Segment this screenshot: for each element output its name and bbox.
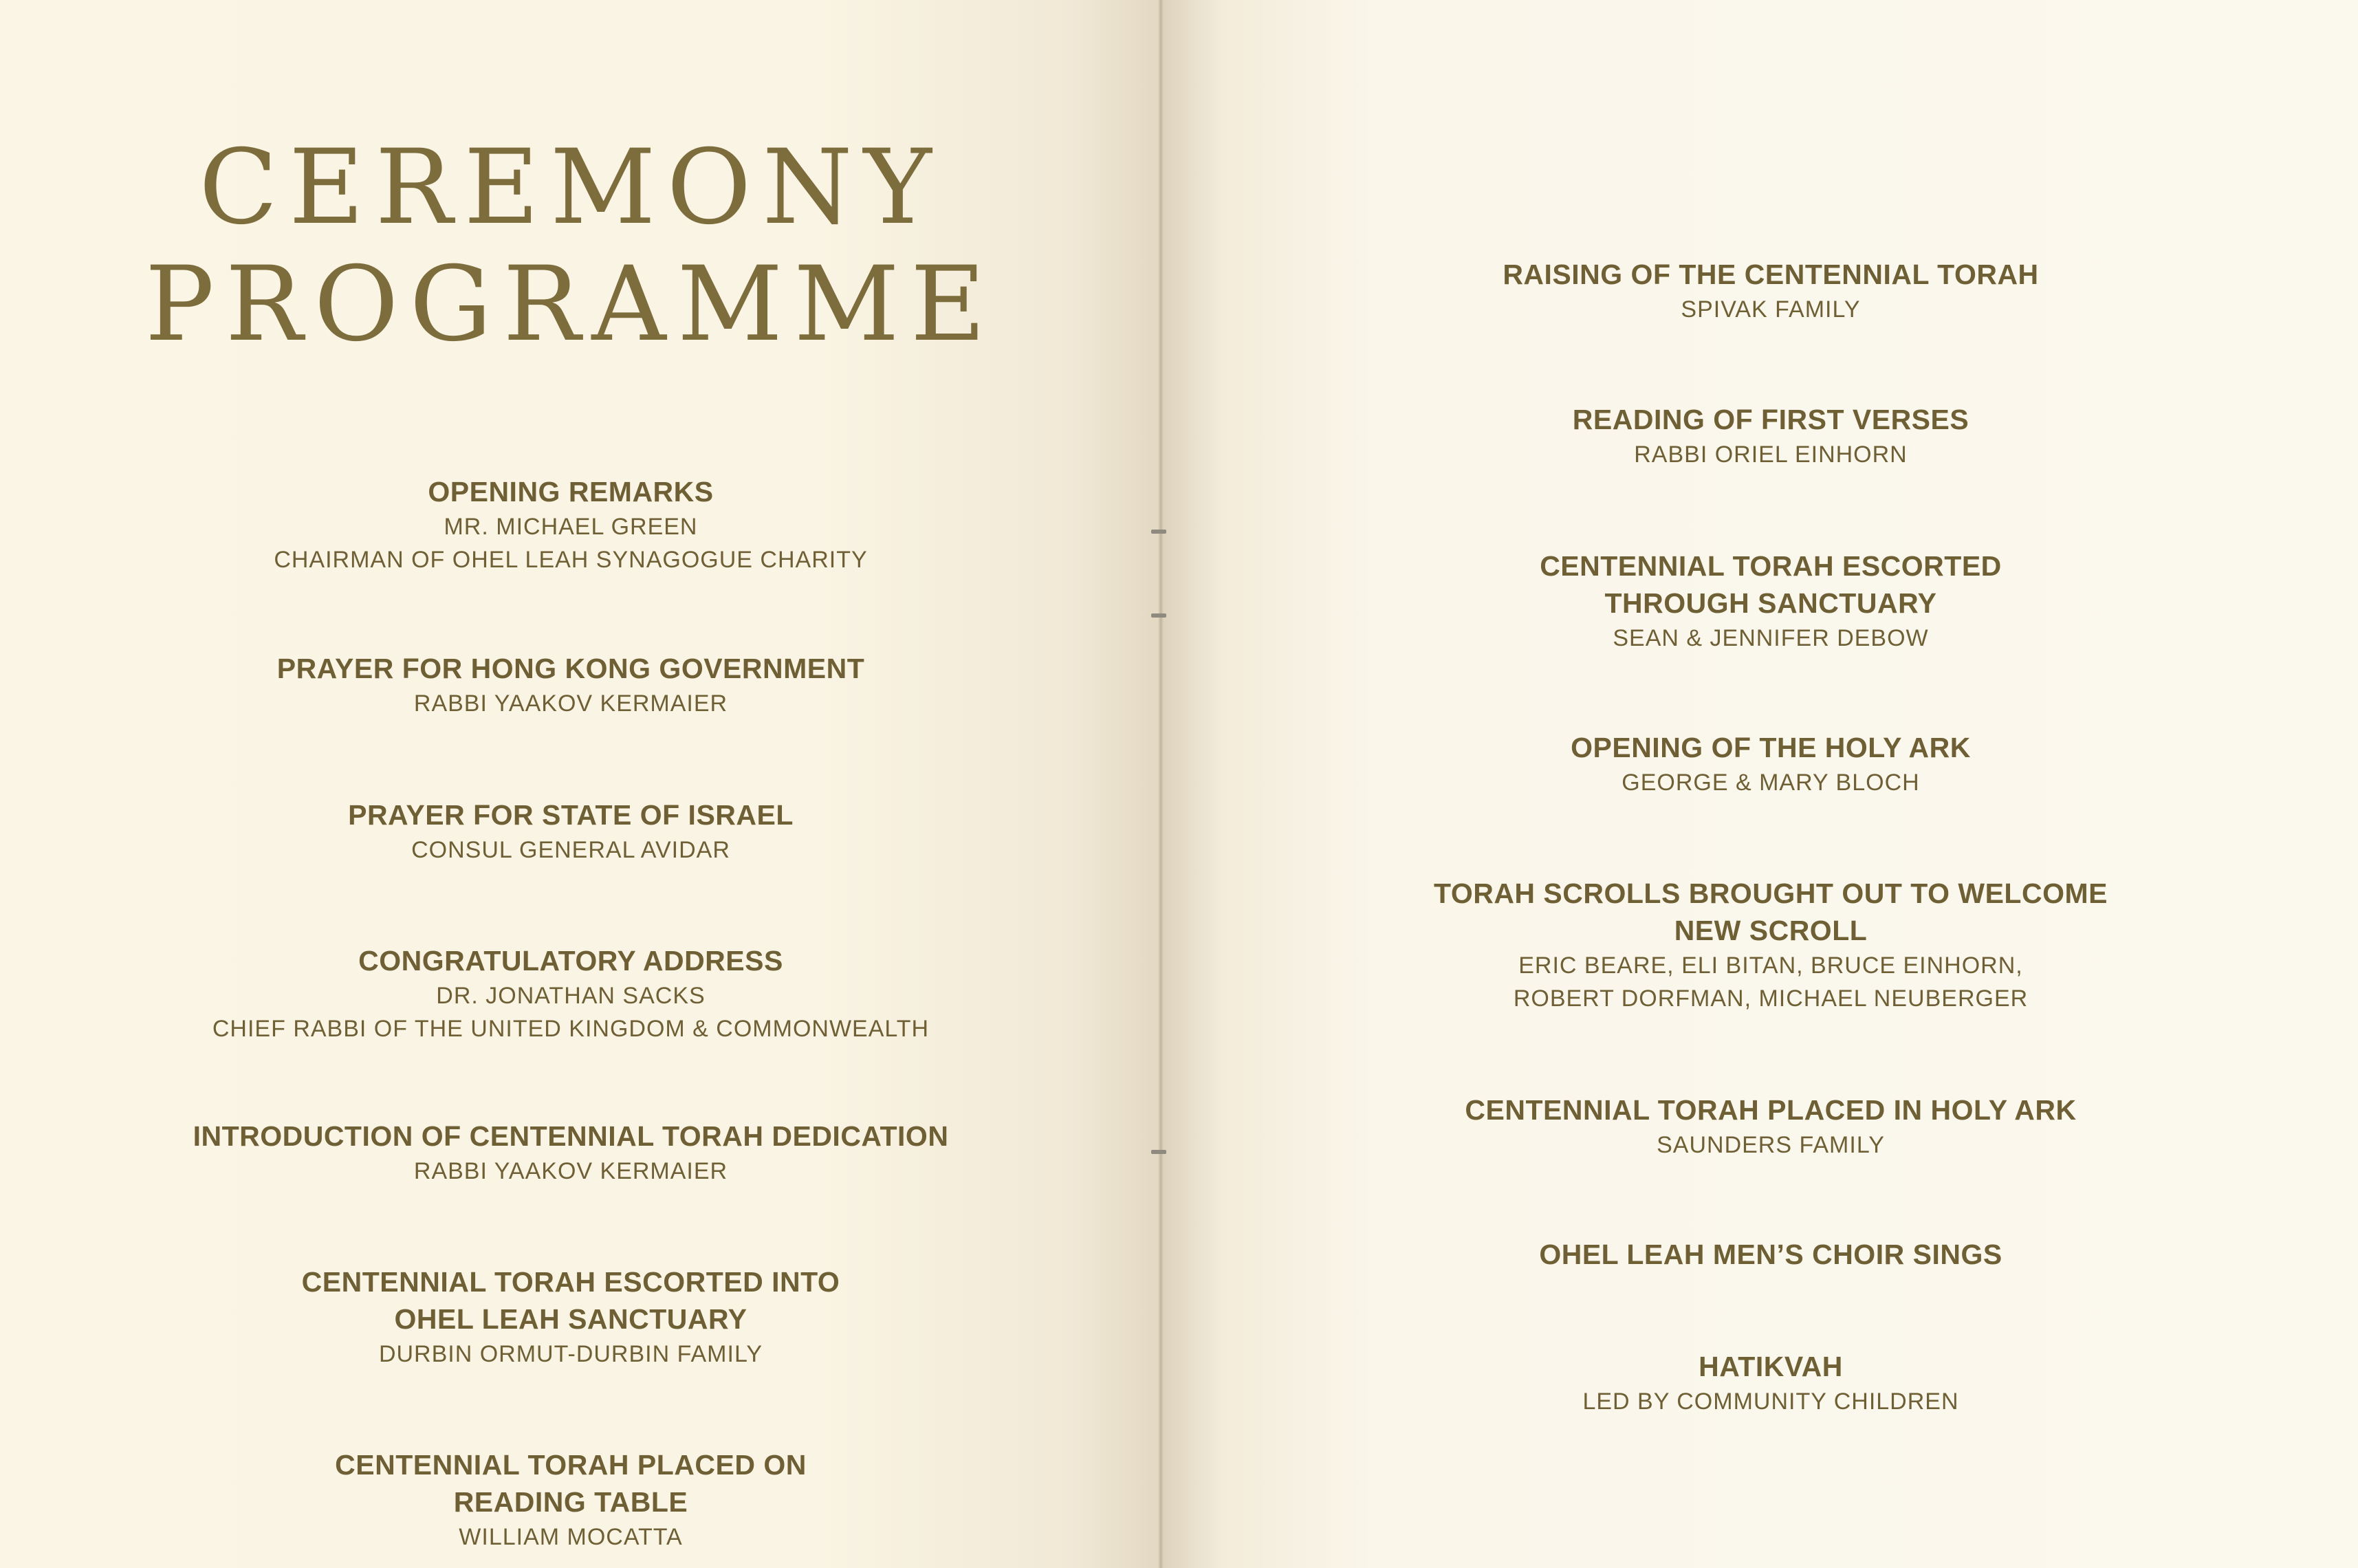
item-presenter: DR. JONATHAN SACKS xyxy=(436,983,706,1009)
programme-item-opening-holy-ark xyxy=(1197,729,2345,799)
programme-item-torah-escorted-into-sanctuary xyxy=(0,1263,1142,1371)
page-title-line-1: CEREMONY xyxy=(199,128,943,248)
book-gutter xyxy=(1158,0,1164,1568)
item-presenter: SAUNDERS FAMILY xyxy=(1657,1132,1885,1158)
item-heading: CONGRATULATORY ADDRESS xyxy=(358,945,783,977)
programme-item-hatikvah xyxy=(1197,1348,2345,1418)
item-presenter: DURBIN ORMUT-DURBIN FAMILY xyxy=(378,1341,763,1367)
item-presenter: RABBI YAAKOV KERMAIER xyxy=(413,1158,728,1184)
programme-item-torah-placed-in-holy-ark xyxy=(1197,1091,2345,1162)
staple xyxy=(1151,1150,1166,1154)
programme-item-torah-escorted-through-sanctuary xyxy=(1197,547,2345,655)
programme-item-congratulatory-address xyxy=(0,942,1142,1045)
item-heading-line-1: CENTENNIAL TORAH ESCORTED INTO xyxy=(301,1266,840,1298)
item-presenter: WILLIAM MOCATTA xyxy=(459,1524,683,1550)
item-presenter-title: CHAIRMAN OF OHEL LEAH SYNAGOGUE CHARITY xyxy=(274,547,868,573)
item-heading: READING OF FIRST VERSES xyxy=(1572,404,1969,435)
item-heading-line-2: OHEL LEAH SANCTUARY xyxy=(394,1303,747,1335)
item-presenter: GEORGE & MARY BLOCH xyxy=(1622,770,1920,796)
item-heading: HATIKVAH xyxy=(1699,1351,1843,1382)
item-heading: PRAYER FOR STATE OF ISRAEL xyxy=(348,799,794,831)
programme-item-prayer-state-of-israel xyxy=(0,796,1142,867)
programme-item-mens-choir xyxy=(1197,1236,2345,1273)
item-heading: CENTENNIAL TORAH PLACED IN HOLY ARK xyxy=(1465,1094,2077,1126)
item-presenter: SPIVAK FAMILY xyxy=(1681,296,1861,323)
item-heading: RAISING OF THE CENTENNIAL TORAH xyxy=(1503,259,2039,290)
item-presenter: RABBI ORIEL EINHORN xyxy=(1634,442,1908,468)
item-presenter-line-1: ERIC BEARE, ELI BITAN, BRUCE EINHORN, xyxy=(1518,952,2023,979)
page-title-line-2: PROGRAMME xyxy=(144,245,997,364)
programme-item-raising-torah xyxy=(1197,256,2345,326)
programme-item-opening-remarks xyxy=(0,473,1142,576)
item-heading-line-1: CENTENNIAL TORAH ESCORTED xyxy=(1540,550,2002,582)
item-presenter-line-2: ROBERT DORFMAN, MICHAEL NEUBERGER xyxy=(1513,986,2029,1012)
programme-item-prayer-hk-government xyxy=(0,650,1142,720)
programme-item-reading-first-verses xyxy=(1197,401,2345,471)
item-heading: OPENING OF THE HOLY ARK xyxy=(1571,732,1971,763)
item-heading-line-2: READING TABLE xyxy=(453,1486,688,1518)
item-heading: OHEL LEAH MEN’S CHOIR SINGS xyxy=(1539,1239,2002,1270)
item-heading: PRAYER FOR HONG KONG GOVERNMENT xyxy=(276,653,865,684)
item-presenter: LED BY COMMUNITY CHILDREN xyxy=(1582,1389,1959,1415)
left-page xyxy=(0,0,1162,1568)
item-heading-line-2: NEW SCROLL xyxy=(1674,915,1868,946)
item-presenter: SEAN & JENNIFER DEBOW xyxy=(1613,625,1929,651)
programme-item-introduction-dedication xyxy=(0,1118,1142,1188)
item-presenter: RABBI YAAKOV KERMAIER xyxy=(413,690,728,717)
item-heading-line-2: THROUGH SANCTUARY xyxy=(1604,587,1937,619)
item-presenter: MR. MICHAEL GREEN xyxy=(444,514,698,540)
item-heading-line-1: TORAH SCROLLS BROUGHT OUT TO WELCOME xyxy=(1434,878,2108,909)
item-heading: OPENING REMARKS xyxy=(428,476,714,508)
staple xyxy=(1151,530,1166,534)
item-heading-line-1: CENTENNIAL TORAH PLACED ON xyxy=(335,1449,807,1481)
programme-item-torah-placed-on-reading-table xyxy=(0,1446,1142,1554)
programme-item-torah-scrolls-welcome xyxy=(1197,875,2345,1015)
item-presenter: CONSUL GENERAL AVIDAR xyxy=(411,837,730,863)
item-presenter-title: CHIEF RABBI OF THE UNITED KINGDOM & COMMONWEALTH xyxy=(212,1016,930,1042)
staple xyxy=(1151,613,1166,618)
item-heading: INTRODUCTION OF CENTENNIAL TORAH DEDICATION xyxy=(193,1120,949,1152)
